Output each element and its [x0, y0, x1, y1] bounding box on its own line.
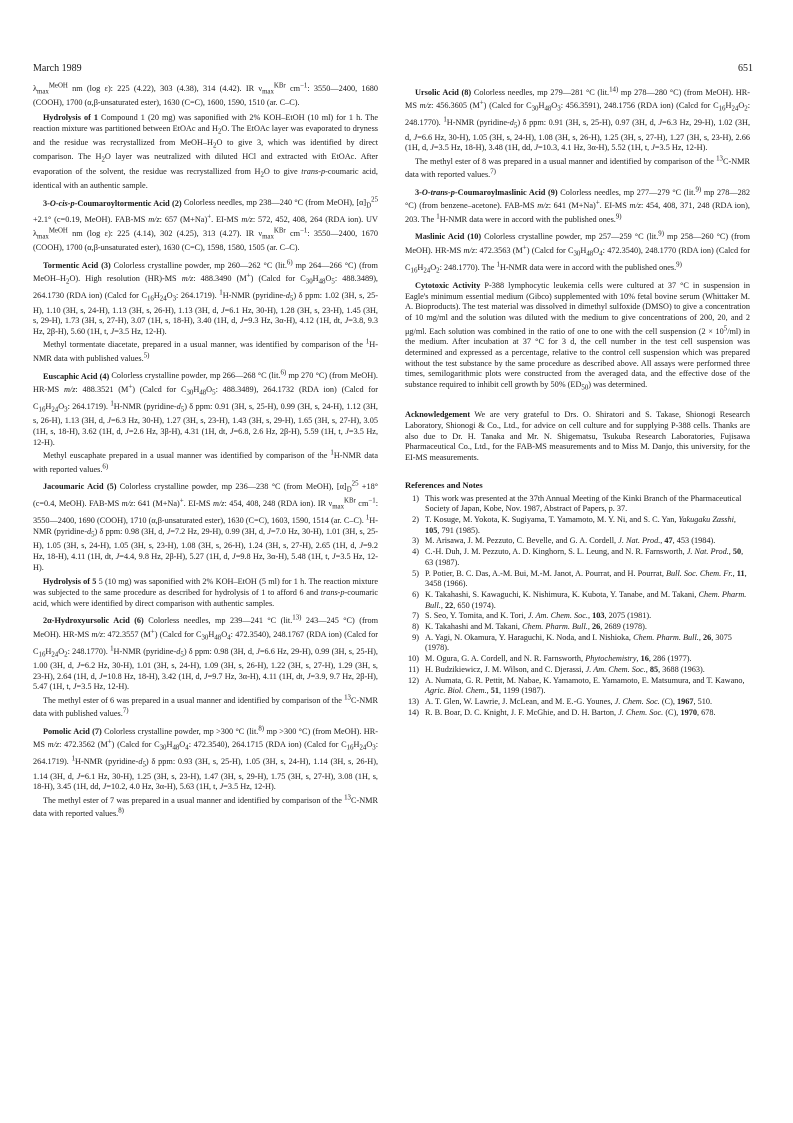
paragraph-text: Colorless needles, mp 238—240 °C (from MeOH), $[\alpha]_D^{25} +2.1^\circ$ (c=0.19, MeOH). FAB-MS m/z: 657 (M+Na)+. EI-MS m/z: 572, 452, 408, 264 (RDA ion). UV $\lambda_{max}^{MeOH}$ nm (log ε): 225 (4.14), 302 (4.25), 313 (4.27). IR $\nu_{max}^{KBr}$ $cm^{-1}$: 3550—2400, 1670 (COOH), 1700 (α,β-unsaturated ester), 1630 (C=C), 1598, 1580, 1505 (ar. C–C).: [33, 196, 379, 253]
reference-text: C.-H. Duh, J. M. Pezzuto, A. D. Kinghorn, S. L. Leung, and N. R. Farnsworth, J. Nat. Prod., 50, 63 (1987).: [425, 547, 744, 567]
acknowledgement-text: We are very grateful to Drs. O. Shiratori and S. Takase, Shionogi Research Laboratory, Shionogi & Co., Ltd., for advice on cell culture and for supplying P-388 cells. Thanks are also due to Dr. H. Tanaka and Mr. N. Shigematsu, Tsukuba Research Laboratories, Fujisawa Pharmaceutical Co., Ltd., for the FAB-MS measurements and to Miss M. Danjo, this university, for the EI-MS measurements.: [405, 410, 750, 463]
left-paragraph: [33, 258, 378, 338]
reference-text: P. Potier, B. C. Das, A.-M. Bui, M.-M. Janot, A. Pourrat, and H. Pourrat, Bull. Soc. Chem. Fr., 11, 3458 (1966).: [425, 568, 747, 589]
left-paragraph: [33, 81, 378, 109]
section-heading: Pomolic Acid (7): [43, 726, 102, 736]
right-paragraph: [405, 185, 750, 225]
paragraph-text: Colorless crystalline powder, mp 257—259 °C (lit.$^{9)}$ mp 258—260 °C) (from MeOH). HR-MS m/z: 472.3563 (M+) (Calcd for $C_{30}H_{48}O_4$: 472.3540), 248.1770 (RDA ion) (Calcd for $C_{16}H_{24}O_2$: 248.1770). The $^1$H-NMR data were in accord with the published ones.$^{9)}$: [405, 230, 750, 275]
left-paragraph: [33, 793, 378, 820]
reference-number: 5): [412, 568, 419, 578]
reference-number: 7): [412, 611, 419, 621]
journal-date: March 1989: [33, 63, 82, 74]
reference-item: [405, 590, 750, 611]
paragraph-text: Colorless crystalline powder, mp 266—268 °C (lit.$^{6)}$ mp 270 °C) (from MeOH). HR-MS m/z: 488.3521 (M+) (Calcd for $C_{30}H_{48}O_5$: 488.3489), 264.1732 (RDA ion) (Calcd for $C_{16}H_{24}O_3$: 264.1719). $^1$H-NMR $(pyridine-d_5)$ δ ppm: 0.91 (3H, s, 25-H), 0.99 (3H, s, 24-H), 1.12 (3H, s, 26-H), 1.13 (3H, d, J=6.3 Hz, 30-H), 1.27 (3H, s, 23-H), 1.43 (3H, s, 29-H), 1.65 (3H, s, 27-H), 3.05 (1H, s, 18-H), 3.62 (1H, d, J=2.6 Hz, 3β-H), 4.31 (1H, dt, J=6.8, 2.6 Hz, 2β-H), 5.59 (1H, t, J=3.5 Hz, 12-H).: [33, 369, 379, 447]
reference-text: A. Yagi, N. Okamura, Y. Haraguchi, K. Noda, and I. Nishioka, Chem. Pharm. Bull., 26, 3075 (1978).: [425, 632, 732, 653]
reference-item: [405, 547, 750, 568]
paragraph-text: Methyl euscaphate prepared in a usual manner was identified by comparison of the $^1$H-NMR data with reported values.$^{6)}$: [33, 449, 378, 474]
section-heading: Hydrolysis of 5: [43, 577, 97, 587]
page-header: [33, 63, 753, 77]
acknowledgement-heading: Acknowledgement: [405, 410, 471, 420]
left-paragraph: [33, 338, 378, 365]
right-paragraph: [405, 229, 750, 277]
paragraph-text: P-388 lymphocytic leukemia cells were cultured at 37 °C in suspension in Eagle's minimum essential medium (Gibco) supplemented with 10% fetal bovine serum (Whittaker M. A. Bioproducts). The test material was dissolved in dimethyl sulfoxide (DMSO) to give a concentration of 10 mg/ml and the solution was diluted with the medium to give concentrations of 200, 20, and 2 μg/ml. Each solution was combined in the ratio of one to one with the cell suspension $(2 \times 10^5/ml)$ in the medium. After incubation at 37 °C for 3 d, the cell number in the test cell suspension was determined and expressed as a percentage, relative to the control cell suspension which was prepared without the test substance by the same procedure as described above. All assays were performed three times, semilogarithmic plots were constructed from the averaged data, and the effective dose of the substance required to inhibit cell growth by 50% $(ED_{50})$ was determined.: [405, 280, 750, 392]
reference-item: [405, 536, 750, 547]
paragraph-text: The methyl ester of 8 was prepared in a usual manner and identified by comparison of the $^{13}$C-NMR data with reported values.$^{7)}$: [405, 155, 750, 180]
reference-item: [405, 569, 750, 590]
reference-number: 4): [412, 547, 419, 557]
section-heading: 3-O-cis-p-Coumaroyltormentic Acid (2): [43, 198, 182, 208]
reference-number: 6): [412, 589, 419, 599]
section-heading: 2α-Hydroxyursolic Acid (6): [43, 616, 144, 626]
reference-text: M. Arisawa, J. M. Pezzuto, C. Bevelle, and G. A. Cordell, J. Nat. Prod., 47, 453 (1984).: [425, 536, 716, 546]
reference-text: This work was presented at the 37th Annual Meeting of the Kinki Branch of the Pharmaceutical Society of Japan, Kobe, Nov. 1987, Abstract of Papers, p. 37.: [425, 493, 742, 514]
paragraph-text: 5 (10 mg) was saponified with 2% KOH–EtOH (5 ml) for 1 h. The reaction mixture was subjected to the same procedure as described for hydrolysis of 1 to afford 6 and trans-p-coumaric acid, which were identified by direct comparison with authentic samples.: [33, 577, 378, 608]
reference-text: H. Budzikiewicz, J. M. Wilson, and C. Djerassi, J. Am. Chem. Soc., 85, 3688 (1963).: [425, 664, 705, 674]
left-paragraph: [33, 479, 378, 573]
paragraph-text: Colorless crystalline powder, mp 236—238 °C (from MeOH), $[\alpha]_D^{25} +18^\circ$ (c=0.4, MeOH). FAB-MS m/z: 641 (M+Na)+. EI-MS m/z: 454, 408, 248 (RDA ion). IR $\nu_{max}^{KBr}$ $cm^{-1}$: 3550—2400, 1690 (COOH), 1710 (α,β-unsaturated ester), 1630 (C=C), 1603, 1590, 1514 (ar. C–C). $^1$H-NMR $(pyridine-d_5)$ δ ppm: 0.98 (3H, d, J=7.2 Hz, 29-H), 0.99 (3H, d, J=7.0 Hz, 30-H), 1.01 (3H, s, 25-H), 1.05 (3H, s, 24-H), 1.05 (3H, s, 23-H), 1.08 (3H, s, 26-H), 1.24 (3H, s, 27-H), 2.65 (1H, d, J=9.2 Hz, 18-H), 4.11 (1H, dt, J=4.4, 9.8 Hz, 2β-H), 5.27 (1H, d, J=9.8 Hz, 3α-H), 5.48 (1H, t, J=3.5 Hz, 12-H).: [33, 480, 379, 572]
section-heading: Ursolic Acid (8): [415, 87, 472, 97]
reference-item: [405, 708, 750, 719]
right-paragraph: [405, 85, 750, 154]
left-paragraph: [33, 113, 378, 192]
section-heading: Jacoumaric Acid (5): [43, 481, 117, 491]
reference-text: R. B. Boar, D. C. Knight, J. F. McGhie, and D. H. Barton, J. Chem. Soc. (C), 1970, 678.: [425, 707, 716, 717]
reference-item: [405, 665, 750, 676]
left-paragraph: [33, 369, 378, 449]
reference-number: 1): [412, 493, 419, 503]
reference-item: [405, 633, 750, 654]
reference-item: [405, 494, 750, 515]
reference-item: [405, 654, 750, 665]
reference-number: 10): [408, 654, 419, 664]
references-list: [405, 494, 750, 719]
paragraph-text: Colorless needles, mp 239—241 °C (lit.$^{13)}$ 243—245 °C) (from MeOH). HR-MS m/z: 472.3557 (M+) (Calcd for $C_{30}H_{48}O_4$: 472.3540), 248.1767 (RDA ion) (Calcd for $C_{16}H_{24}O_2$: 248.1770). $^1$H-NMR $(pyridine-d_5)$ δ ppm: 0.98 (3H, d, J=6.6 Hz, 29-H), 0.99 (3H, s, 25-H), 1.00 (3H, d, J=6.2 Hz, 30-H), 1.01 (3H, s, 24-H), 1.09 (3H, s, 26-H), 1.22 (3H, s, 27-H), 1.29 (3H, s, 23-H), 2.64 (1H, d, J=10.8 Hz, 18-H), 3.42 (1H, d, J=9.7 Hz, 3α-H), 4.11 (1H, dt, J=3.9, 9.7 Hz, 2β-H), 5.47 (1H, t, J=3.5 Hz, 12-H).: [33, 614, 378, 692]
left-paragraph: [33, 693, 378, 720]
reference-number: 14): [408, 707, 419, 717]
reference-item: [405, 611, 750, 622]
paragraph-text: Methyl tormentate diacetate, prepared in a usual manner, was identified by comparison of the $^1$H-NMR data with published values.$^{5)}$: [33, 338, 378, 363]
paragraph-text: Colorless crystalline powder, mp 260—262 °C (lit.$^{6)}$ mp 264—266 °C) (from MeOH–$H_2O$). High resolution (HR)-MS m/z: 488.3490 (M+) (Calcd for $C_{30}H_{48}O_5$: 488.3489), 264.1730 (RDA ion) (Calcd for $C_{16}H_{24}O_3$: 264.1719). $^1$H-NMR $(pyridine-d_5)$ δ ppm: 1.02 (3H, s, 25-H), 1.10 (3H, s, 24-H), 1.13 (3H, s, 26-H), 1.13 (3H, d, J=6.1 Hz, 30-H), 1.28 (3H, s, 23-H), 1.45 (3H, s, 29-H), 1.73 (3H, s, 27-H), 3.07 (1H, s, 18-H), 3.40 (1H, d, J=9.3 Hz, 3α-H), 4.12 (1H, dt, J=3.8, 9.3 Hz, 2β-H), 5.60 (1H, t, J=3.5 Hz, 12-H).: [33, 258, 379, 336]
left-paragraph: [33, 613, 378, 693]
reference-number: 9): [412, 632, 419, 642]
reference-text: A. Numata, G. R. Pettit, M. Nabae, K. Yamamoto, E. Yamamoto, E. Matsumura, and T. Kawano, Agric. Biol. Chem., 51, 1199 (1987).: [425, 675, 745, 696]
paragraph-text: Colorless crystalline powder, mp >300 °C (lit.$^{8)}$ mp >300 °C) (from MeOH). HR-MS m/z: 472.3562 (M+) (Calcd for $C_{30}H_{48}O_4$: 472.3540), 264.1715 (RDA ion) (Calcd for $C_{16}H_{24}O_3$: 264.1719). $^1$H-NMR $(pyridine-d_5)$ δ ppm: 0.93 (3H, s, 25-H), 1.05 (3H, s, 24-H), 1.14 (3H, s, 26-H), 1.14 (3H, d, J=6.1 Hz, 30-H), 1.25 (3H, s, 23-H), 1.47 (3H, s, 29-H), 1.75 (3H, s, 27-H), 3.08 (1H, s, 18-H), 3.45 (1H, dd, J=10.2, 4.0 Hz, 3α-H), 5.63 (1H, t, J=3.5 Hz, 12-H).: [33, 725, 379, 792]
page-number: 651: [738, 63, 753, 74]
reference-number: 12): [408, 675, 419, 685]
reference-text: M. Ogura, G. A. Cordell, and N. R. Farnsworth, Phytochemistry, 16, 286 (1977).: [425, 654, 692, 664]
paragraph-text: Colorless needles, mp 277—279 °C (lit.$^{9)}$ mp 278—282 °C) (from benzene–acetone). FAB-MS m/z: 641 (M+Na)+. EI-MS m/z: 454, 408, 371, 248 (RDA ion), 203. The $^1$H-NMR data were in accord with the published ones.$^{9)}$: [405, 185, 750, 224]
section-heading: Tormentic Acid (3): [43, 260, 111, 270]
reference-number: 2): [412, 515, 419, 524]
reference-text: S. Seo, Y. Tomita, and K. Tori, J. Am. Chem. Soc., 103, 2075 (1981).: [425, 611, 652, 621]
reference-number: 11): [408, 664, 419, 674]
section-heading: Hydrolysis of 1: [43, 112, 98, 122]
section-heading: Cytotoxic Activity: [415, 280, 481, 290]
references-title: References and Notes: [405, 479, 483, 490]
reference-item: [405, 676, 750, 697]
paragraph-text: Compound 1 (20 mg) was saponified with 2% KOH–EtOH (10 ml) for 1 h. The reaction mixture was partitioned between EtOAc and $H_2O$. The EtOAc layer was evaporated to dryness and the residue was recrystallized from MeOH–$H_2O$ to give 3, which was identified by direct comparison. The $H_2O$ layer was neutralized with diluted HCl and extracted with EtOAc. After evaporation of the solvent, the residue was recrystallized from $H_2O$ to give trans-p-coumaric acid, identical with an authentic sample.: [33, 112, 379, 190]
section-heading: Euscaphic Acid (4): [43, 371, 110, 381]
paragraph-text: The methyl ester of 6 was prepared in a usual manner and identified by comparison of the $^{13}$C-NMR data with published values.$^{7)}$: [33, 694, 378, 719]
section-heading: 3-O-trans-p-Coumaroylmaslinic Acid (9): [415, 187, 558, 197]
acknowledgement: [405, 410, 750, 464]
left-column: [33, 81, 378, 820]
section-heading: Maslinic Acid (10): [415, 232, 482, 242]
left-paragraph: [33, 196, 378, 254]
reference-text: K. Takahashi, S. Kawaguchi, K. Nishimura, K. Kubota, Y. Tanabe, and M. Takani, Chem. Pharm. Bull., 22, 650 (1974).: [425, 589, 747, 610]
reference-item: [405, 697, 750, 708]
paragraph-text: Colorless needles, mp 279—281 °C (lit.$^{14)}$ mp 278—280 °C) (from MeOH). HR-MS m/z: 456.3605 (M+) (Calcd for $C_{30}H_{48}O_3$: 456.3591), 248.1756 (RDA ion) (Calcd for $C_{16}H_{24}O_2$: 248.1770). $^1$H-NMR $(pyridine-d_5)$ δ ppm: 0.91 (3H, s, 25-H), 0.97 (3H, d, J=6.3 Hz, 29-H), 1.02 (3H, d, J=6.6 Hz, 30-H), 1.05 (3H, s, 24-H), 1.08 (3H, s, 26-H), 1.25 (3H, s, 27-H), 1.27 (3H, s, 23-H), 2.66 (1H, d, J=3.5 Hz, 18-H), 3.48 (1H, dd, J=10.3, 4.1 Hz, 3α-H), 5.52 (1H, t, J=3.5 Hz, 12-H).: [405, 86, 751, 153]
reference-number: 3): [412, 536, 419, 546]
paragraph-text: $\lambda_{max}^{MeOH}$ nm (log ε): 225 (4.22), 303 (4.38), 314 (4.42). IR $\nu_{max}^{KBr}$ $cm^{-1}$: 3550—2400, 1680 (COOH), 1700 (α,β-unsaturated ester), 1630 (C=C), 1600, 1590, 1510 (ar. C–C).: [33, 82, 378, 108]
reference-item: [405, 622, 750, 633]
right-paragraph: [405, 154, 750, 181]
paragraph-text: The methyl ester of 7 was prepared in a usual manner and identified by comparison of the $^{13}$C-NMR data with reported values.$^{8)}$: [33, 794, 378, 819]
left-paragraph: [33, 448, 378, 475]
left-paragraph: [33, 577, 378, 609]
reference-number: 8): [412, 622, 419, 632]
reference-text: T. Kosuge, M. Yokota, K. Sugiyama, T. Yamamoto, M. Y. Ni, and S. C. Yan, Yakugaku Zasshi, 105, 791 (1985).: [425, 515, 736, 535]
reference-text: K. Takahashi and M. Takani, Chem. Pharm. Bull., 26, 2689 (1978).: [425, 622, 647, 632]
reference-text: A. T. Glen, W. Lawrie, J. McLean, and M. E.-G. Younes, J. Chem. Soc. (C), 1967, 510.: [425, 696, 713, 706]
right-paragraph: [405, 281, 750, 394]
left-paragraph: [33, 724, 378, 793]
right-column-paragraphs: [405, 85, 750, 394]
reference-number: 13): [408, 696, 419, 706]
right-column: [405, 81, 750, 718]
reference-item: [405, 515, 750, 536]
